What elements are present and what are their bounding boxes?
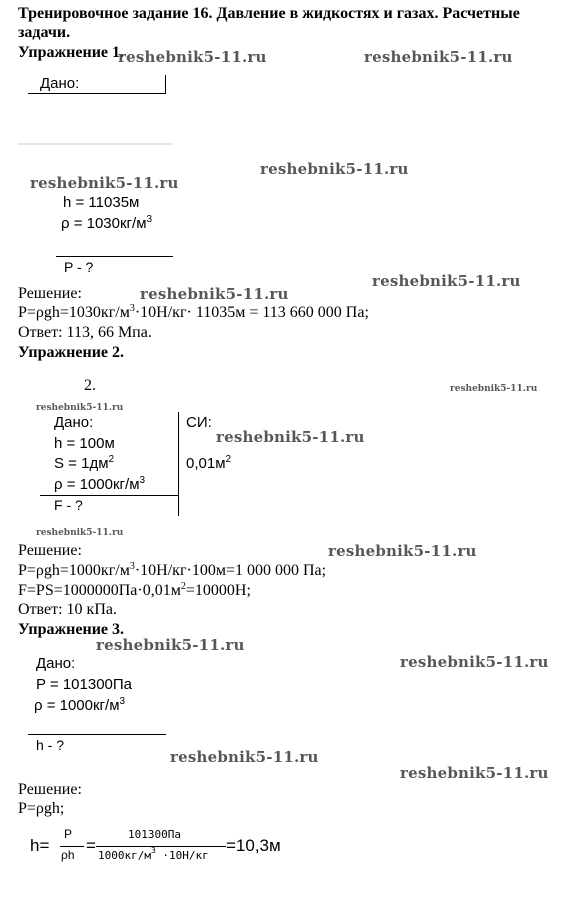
given-underline <box>40 495 179 496</box>
ex3-p-value: P = 101300Па <box>36 676 133 693</box>
ex2-line2-exp: 2 <box>180 581 186 592</box>
ex2-s-si-exp: 2 <box>225 454 232 465</box>
ex3-frac2-den-b: ·10Н/кг <box>155 849 209 862</box>
ex3-formula: P=ρgh; <box>18 800 65 817</box>
ex1-formula <box>18 303 369 322</box>
ex3-h-lhs: h= <box>30 836 50 855</box>
ex2-s-si-value <box>186 455 231 472</box>
ex2-s-value <box>54 455 114 472</box>
ex2-solution-label: Решение: <box>18 542 82 559</box>
ex1-find: P - ? <box>64 259 94 275</box>
watermark: reshebnik5-11.ru <box>328 542 477 560</box>
ex3-heading: Упражнение 3. <box>18 621 125 638</box>
watermark: reshebnik5-11.ru <box>36 403 124 413</box>
watermark: reshebnik5-11.ru <box>364 48 513 66</box>
ex3-frac1-num: P <box>64 827 73 841</box>
watermark: reshebnik5-11.ru <box>400 764 549 782</box>
fraction-bar <box>60 846 84 847</box>
ex2-line1-a: P=ρgh=1000кг/м <box>18 562 130 579</box>
ex2-find: F - ? <box>54 497 83 513</box>
ex1-rho-exp: 3 <box>146 214 153 225</box>
ex1-heading: Упражнение 1. <box>18 44 125 61</box>
ex1-h-value: h = 11035м <box>63 194 140 211</box>
given-underline <box>28 734 166 735</box>
ex1-formula-a: P=ρgh=1030кг/м <box>18 304 130 321</box>
ex2-s-exp: 2 <box>108 454 115 465</box>
ex2-answer: Ответ: 10 кПа. <box>18 601 117 618</box>
ex3-eq: = <box>86 836 96 855</box>
ex1-answer: Ответ: 113, 66 Мпа. <box>18 324 152 341</box>
ex2-rho-value <box>54 476 145 493</box>
ex2-line1-b: ·10Н/кг·100м=1 000 000 Па; <box>134 562 327 579</box>
watermark: reshebnik5-11.ru <box>140 285 289 303</box>
ex2-si-label: СИ: <box>186 414 212 431</box>
given-underline <box>28 93 166 94</box>
ex2-line2-a: F=PS=1000000Па·0,01м <box>18 582 181 599</box>
ex3-rho-text: ρ = 1000кг/м <box>34 697 120 714</box>
ex3-frac2-num: 101300Па <box>128 828 181 841</box>
ex2-given-label: Дано: <box>54 414 94 431</box>
ex3-find: h - ? <box>36 737 65 753</box>
ex2-s-text: S = 1дм <box>54 455 109 472</box>
watermark: reshebnik5-11.ru <box>260 160 409 178</box>
ex2-line2-b: =10000Н; <box>185 582 251 599</box>
ex1-rho-value <box>61 215 152 232</box>
ex3-frac2-den-exp: 3 <box>150 846 156 855</box>
given-si-divider <box>178 412 179 516</box>
ex2-rho-exp: 3 <box>139 475 146 486</box>
watermark: reshebnik5-11.ru <box>372 272 521 290</box>
ex3-frac1-den: ρh <box>61 848 75 862</box>
given-divider <box>165 75 166 94</box>
watermark: reshebnik5-11.ru <box>450 384 538 394</box>
faint-rule <box>18 143 173 145</box>
ex1-rho-text: ρ = 1030кг/м <box>61 215 147 232</box>
ex1-formula-b: ·10Н/кг· 11035м = 113 660 000 Па; <box>134 304 369 321</box>
fraction-bar <box>96 846 226 847</box>
ex2-h-value: h = 100м <box>54 435 115 452</box>
ex3-rho-value <box>34 697 125 714</box>
given-underline <box>56 256 173 257</box>
watermark: reshebnik5-11.ru <box>30 174 179 192</box>
watermark: reshebnik5-11.ru <box>96 636 245 654</box>
ex3-rho-exp: 3 <box>119 696 126 707</box>
watermark: reshebnik5-11.ru <box>36 528 124 538</box>
ex1-given-label-top: Дано: <box>40 75 80 92</box>
ex2-line1-exp: 3 <box>129 561 135 572</box>
ex2-rho-text: ρ = 1000кг/м <box>54 476 140 493</box>
watermark: reshebnik5-11.ru <box>170 748 319 766</box>
ex3-given-label: Дано: <box>36 655 76 672</box>
ex2-number: 2. <box>84 377 96 394</box>
ex1-solution-label: Решение: <box>18 285 82 302</box>
ex2-line1 <box>18 561 326 580</box>
page-title: Тренировочное задание 16. Давление в жидкостях и газах. Расчетные задачи. <box>18 5 520 41</box>
ex3-frac2-den <box>98 846 209 862</box>
ex1-formula-exp: 3 <box>129 303 135 314</box>
ex3-result: =10,3м <box>226 836 281 855</box>
ex3-solution-label: Решение: <box>18 781 82 798</box>
watermark: reshebnik5-11.ru <box>118 48 267 66</box>
ex2-heading: Упражнение 2. <box>18 344 125 361</box>
ex2-s-si-text: 0,01м <box>186 455 226 472</box>
ex3-frac2-den-a: 1000кг/м <box>98 849 151 862</box>
ex2-line2 <box>18 581 251 600</box>
watermark: reshebnik5-11.ru <box>216 428 365 446</box>
watermark: reshebnik5-11.ru <box>400 653 549 671</box>
